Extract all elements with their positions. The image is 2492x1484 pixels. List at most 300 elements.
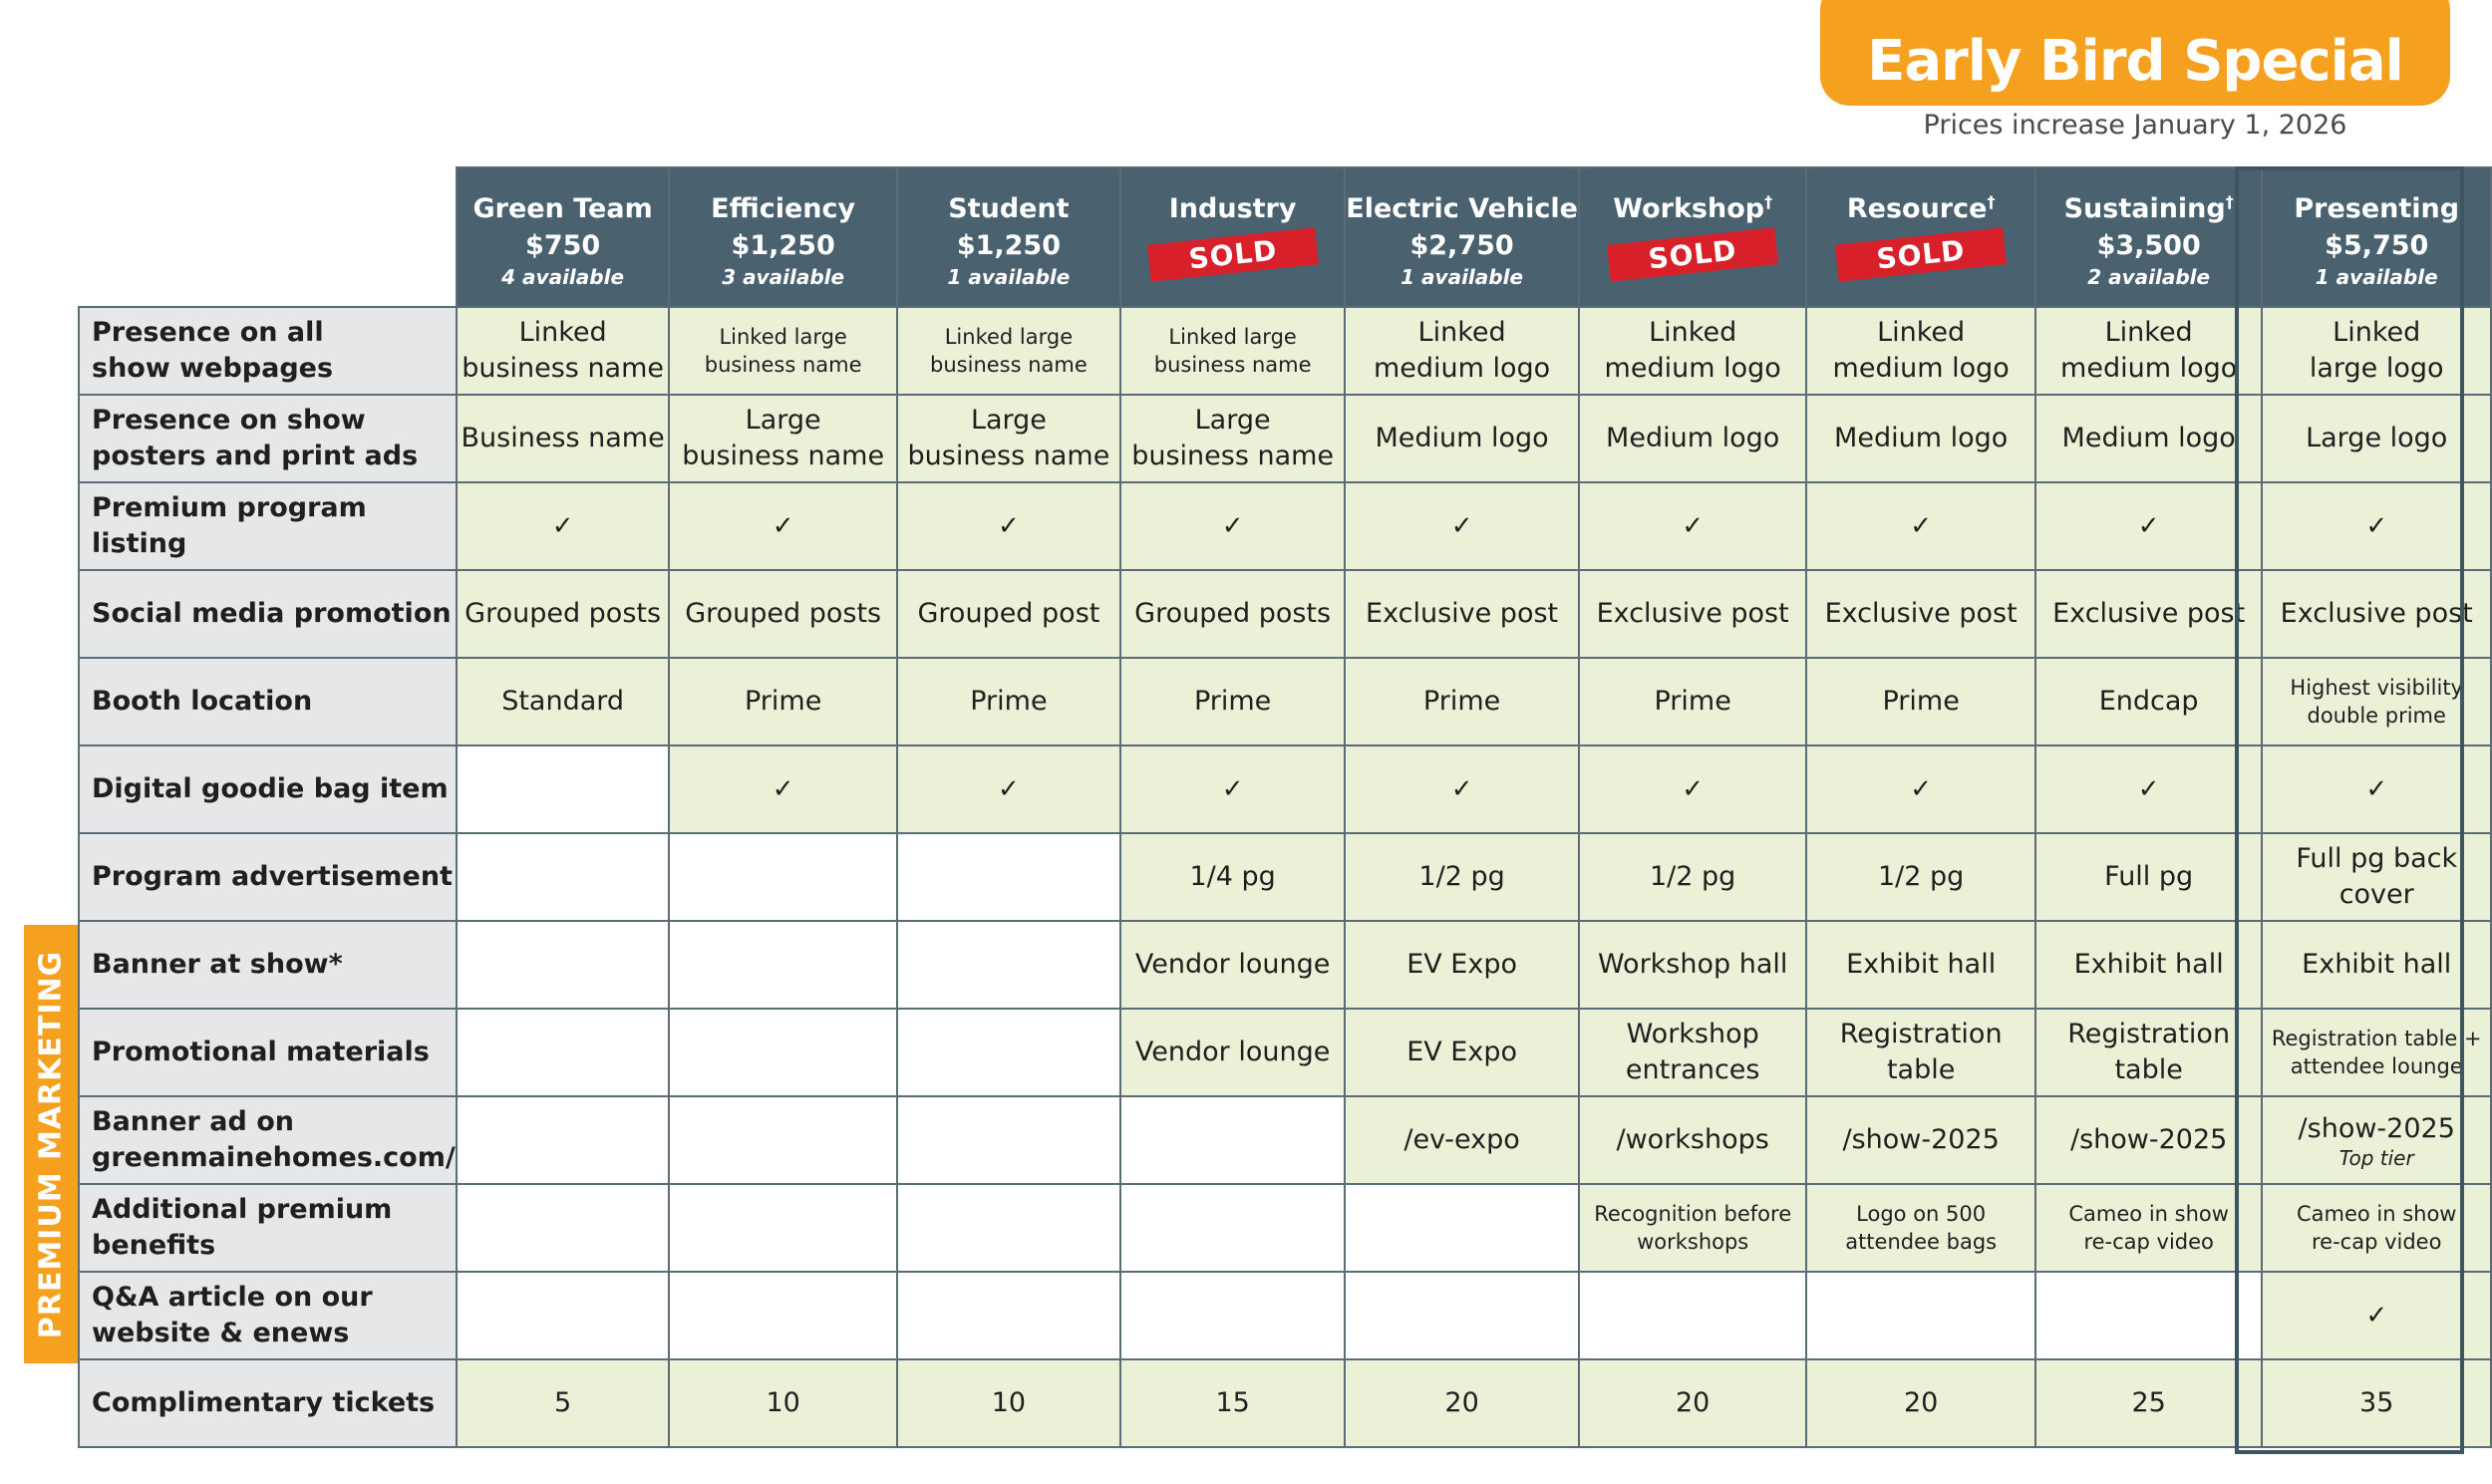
cell-text: Prime [1654,686,1731,717]
benefit-cell [1345,1096,1579,1184]
benefit-cell [457,570,670,658]
cell-text: business name [682,441,885,471]
benefit-cell [457,1009,670,1096]
benefit-cell [1120,1009,1345,1096]
benefit-cell [457,745,670,833]
benefit-cell [2035,1184,2263,1272]
row-label-line: Promotional materials [92,1037,430,1067]
row-label [79,1009,457,1096]
check-icon: ✓ [998,511,1020,541]
benefit-cell [2262,745,2491,833]
tier-price: $1,250 [956,230,1062,261]
benefit-cell [457,1184,670,1272]
tier-name: Sustaining† [2063,192,2234,224]
benefit-cell [669,1184,896,1272]
benefit-cell [669,1359,896,1447]
check-icon: ✓ [1910,774,1933,804]
cell-text: Grouped posts [465,598,662,629]
cell-text: EV Expo [1406,1037,1517,1067]
benefit-cell [2262,658,2491,745]
row-label-line: listing [92,528,187,559]
row-label [79,658,457,745]
cell-text: /show-2025 [1842,1124,2000,1155]
row-label-line: Banner ad on [92,1106,294,1137]
benefit-cell [897,307,1120,395]
benefit-cell [1120,395,1345,482]
cell-text: workshops [1637,1230,1749,1254]
cell-text: Prime [970,686,1048,717]
check-icon: ✓ [772,774,794,804]
table-row [79,1096,2491,1184]
table-row [79,482,2491,570]
benefit-cell [2035,1009,2263,1096]
cell-text: Exhibit hall [1846,949,1997,980]
cell-text: Registration table + [2271,1027,2482,1050]
cell-text: Linked large [1168,325,1297,349]
cell-text: Recognition before [1594,1202,1792,1226]
cell-text: entrances [1625,1054,1760,1085]
row-label-line: Presence on all [92,317,324,348]
benefit-cell [1120,745,1345,833]
benefit-cell [669,1096,896,1184]
benefit-cell [1806,658,2034,745]
cell-text: 20 [1675,1387,1711,1418]
cell-text: Linked [1649,317,1737,348]
sold-stamp: SOLD [1607,227,1778,281]
benefit-cell [1806,1272,2034,1359]
row-label [79,395,457,482]
tier-name: Workshop† [1613,192,1773,224]
row-label-line: Banner at show* [92,949,343,980]
cell-text: Large [745,405,821,436]
benefit-cell [2262,1096,2491,1184]
table-row [79,307,2491,395]
cell-text: Medium logo [1834,423,2009,453]
cell-text: business name [462,353,665,384]
badge-title: Early Bird Special [1867,29,2403,94]
cell-text: 15 [1215,1387,1250,1418]
cell-text: Vendor lounge [1134,949,1331,980]
row-label-line: greenmainehomes.com/ [92,1142,456,1173]
benefit-cell [669,1272,896,1359]
benefit-cell [897,1184,1120,1272]
sold-stamp: SOLD [1147,227,1319,281]
benefit-cell [897,658,1120,745]
cell-text: business name [1153,353,1312,377]
benefit-cell [2035,307,2263,395]
tier-name: Electric Vehicle [1346,193,1578,224]
check-icon: ✓ [2365,1301,2388,1331]
benefit-cell [457,658,670,745]
cell-text: Cameo in show [2296,1202,2457,1226]
cell-text: /show-2025 [2069,1124,2228,1155]
benefit-cell [897,395,1120,482]
benefit-cell [2035,395,2263,482]
benefit-cell [669,307,896,395]
cell-text: medium logo [1373,353,1551,384]
benefit-cell [2035,658,2263,745]
benefit-cell [457,482,670,570]
cell-text: 5 [554,1387,572,1418]
row-label [79,1096,457,1184]
benefit-cell [1120,570,1345,658]
benefit-cell [1345,1359,1579,1447]
row-label-line: Program advertisement [92,861,453,892]
row-label [79,1272,457,1359]
benefit-cell [897,1272,1120,1359]
cell-text: Linked large [719,325,847,349]
benefit-cell [1120,921,1345,1009]
row-label-line: Q&A article on our [92,1282,373,1313]
tier-price: $750 [525,230,601,261]
benefit-cell [1345,921,1579,1009]
tier-name: Industry [1168,193,1297,224]
cell-text: Linked [1417,317,1506,348]
benefit-cell [1120,482,1345,570]
cell-text: Standard [501,686,625,717]
benefit-cell [2262,570,2491,658]
benefit-cell [897,1096,1120,1184]
cell-text: 10 [766,1387,800,1418]
benefit-cell [669,570,896,658]
cell-text: 20 [1444,1387,1479,1418]
cell-text: 10 [991,1387,1027,1418]
row-label-line: Premium program [92,492,367,523]
benefit-cell [1120,1272,1345,1359]
check-icon: ✓ [2365,774,2388,804]
check-icon: ✓ [1450,774,1473,804]
benefit-cell [1579,482,1806,570]
cell-text: cover [2338,879,2414,910]
benefit-cell [457,395,670,482]
cell-text: Prime [1422,686,1501,717]
benefit-cell [1579,1096,1806,1184]
cell-text: table [1886,1054,1956,1085]
tier-header-green-team [457,167,670,307]
benefit-cell [1806,307,2034,395]
benefit-cell [1806,482,2034,570]
cell-text: medium logo [1832,353,2010,384]
cell-text: attendee bags [1845,1230,1998,1254]
check-icon: ✓ [772,511,794,541]
cell-text: Vendor lounge [1134,1037,1331,1067]
benefit-cell [897,833,1120,921]
premium-marketing-label: PREMIUM MARKETING [33,950,69,1338]
cell-text: business name [1131,441,1335,471]
row-label-line: benefits [92,1230,216,1261]
benefit-cell [1345,482,1579,570]
table-row [79,570,2491,658]
benefit-cell [1345,658,1579,745]
benefit-cell [669,395,896,482]
cell-text: Large [970,405,1047,436]
cell-text: 20 [1903,1387,1939,1418]
cell-text: Highest visibility [2290,676,2463,700]
check-icon: ✓ [998,774,1020,804]
cell-text: Linked [1877,317,1966,348]
benefit-cell [457,307,670,395]
early-bird-badge [1820,0,2450,106]
check-icon: ✓ [1221,511,1244,541]
benefit-cell [897,482,1120,570]
benefit-cell [1579,833,1806,921]
benefit-cell [457,1359,670,1447]
table-row [79,833,2491,921]
check-icon: ✓ [1682,511,1705,541]
tier-availability: 3 available [722,265,845,289]
benefit-cell [1579,1009,1806,1096]
benefit-cell [2035,745,2263,833]
cell-text: 1/2 pg [1877,861,1965,892]
cell-text: 25 [2131,1387,2166,1418]
row-label [79,833,457,921]
tier-price: $2,750 [1409,230,1514,261]
table-row [79,1009,2491,1096]
tier-availability: 1 available [2315,265,2438,289]
cell-text: Full pg back [2296,843,2458,874]
cell-text: 35 [2359,1387,2394,1418]
price-increase-note: Prices increase January 1, 2026 [1923,110,2347,141]
tier-header-electric-vehicle [1345,167,1579,307]
cell-text: 1/2 pg [1418,861,1505,892]
benefit-cell [897,1009,1120,1096]
benefit-cell [1345,570,1579,658]
benefit-cell [2262,307,2491,395]
cell-text: Business name [461,423,665,453]
cell-text: Grouped posts [685,598,882,629]
cell-text: Registration [2067,1019,2231,1049]
benefit-cell [897,921,1120,1009]
benefit-cell [1345,1009,1579,1096]
cell-text: Large logo [2306,423,2448,453]
benefit-cell [1345,1272,1579,1359]
cell-text: business name [704,353,862,377]
cell-text: Linked [2333,317,2421,348]
cell-text: Full pg [2104,861,2194,892]
benefit-cell [1806,1009,2034,1096]
benefit-cell [2035,1096,2263,1184]
tier-header-row [79,167,2491,307]
benefit-cell [2262,1184,2491,1272]
table-row [79,1272,2491,1359]
tier-name: Resource† [1846,192,1996,224]
benefit-cell [1806,1096,2034,1184]
benefit-cell [2262,482,2491,570]
tier-name: Student [948,193,1070,224]
cell-text: Prime [1193,686,1272,717]
benefit-cell [1579,395,1806,482]
row-label [79,1359,457,1447]
cell-text: double prime [2307,704,2446,728]
row-label-line: website & enews [92,1318,350,1348]
benefit-cell [1345,833,1579,921]
benefit-cell [2262,1009,2491,1096]
cell-text: Linked large [944,325,1074,349]
benefit-cell [669,833,896,921]
benefit-cell [1345,395,1579,482]
cell-text: Exclusive post [2052,598,2246,629]
cell-text: Prime [1882,686,1960,717]
cell-text: Medium logo [1606,423,1780,453]
benefit-cell [2035,570,2263,658]
benefit-cell [1579,1272,1806,1359]
tier-name: Green Team [472,193,653,224]
tier-availability: 1 available [1401,265,1524,289]
row-label-line: show webpages [92,353,334,384]
benefit-cell [1120,1184,1345,1272]
table-row [79,1359,2491,1447]
row-label-line: Social media promotion [92,598,452,629]
benefit-cell [2035,921,2263,1009]
check-icon: ✓ [2137,774,2160,804]
tier-header-sustaining [2035,167,2263,307]
tier-header-workshop [1579,167,1806,307]
cell-text: EV Expo [1406,949,1517,980]
cell-text: Logo on 500 [1856,1202,1987,1226]
row-label [79,307,457,395]
table-row [79,1184,2491,1272]
check-icon: ✓ [1450,511,1473,541]
tier-availability: 4 available [501,265,625,289]
cell-text: re-cap video [2083,1230,2214,1254]
cell-text: Exclusive post [1824,598,2018,629]
benefit-cell [669,1009,896,1096]
tier-name: Efficiency [711,193,856,224]
benefit-cell [2035,833,2263,921]
row-label-line: posters and print ads [92,441,419,471]
cell-note: Top tier [2338,1146,2414,1170]
row-label-line: Booth location [92,686,313,717]
row-label-line: Digital goodie bag item [92,773,449,804]
cell-text: re-cap video [2311,1230,2442,1254]
cell-text: Cameo in show [2068,1202,2229,1226]
row-label-line: Presence on show [92,405,366,436]
benefit-cell [2262,921,2491,1009]
cell-text: Exhibit hall [2302,949,2452,980]
benefit-cell [1345,1184,1579,1272]
benefit-cell [457,1096,670,1184]
benefit-cell [1579,1359,1806,1447]
cell-text: Medium logo [1375,423,1549,453]
benefit-cell [1579,1184,1806,1272]
benefit-cell [457,1272,670,1359]
benefit-cell [2035,1272,2263,1359]
benefit-cell [2262,1272,2491,1359]
cell-text: Endcap [2098,686,2199,717]
benefit-cell [1120,1096,1345,1184]
benefit-cell [457,921,670,1009]
cell-text: Prime [744,686,822,717]
row-label [79,570,457,658]
sponsorship-table [78,166,2492,1448]
benefit-cell [1579,921,1806,1009]
row-label [79,745,457,833]
benefit-cell [897,570,1120,658]
row-label-line: Complimentary tickets [92,1387,436,1418]
benefit-cell [1806,570,2034,658]
tier-header-industry [1120,167,1345,307]
check-icon: ✓ [1910,511,1933,541]
table-row [79,745,2491,833]
benefit-cell [2262,395,2491,482]
cell-text: Grouped posts [1134,598,1332,629]
benefit-cell [2035,482,2263,570]
tier-header-efficiency [669,167,896,307]
benefit-cell [669,745,896,833]
tier-availability: 2 available [2087,265,2211,289]
benefit-cell [1806,745,2034,833]
row-label [79,482,457,570]
tier-price: $3,500 [2096,230,2201,261]
cell-text: Exclusive post [1366,598,1559,629]
benefit-cell [669,658,896,745]
benefit-cell [457,833,670,921]
cell-text: /workshops [1616,1124,1769,1155]
cell-text: Medium logo [2061,423,2236,453]
check-icon: ✓ [2365,511,2388,541]
cell-text: table [2114,1054,2183,1085]
benefit-cell [1806,1359,2034,1447]
benefit-cell [897,745,1120,833]
benefit-cell [669,482,896,570]
cell-text: Large [1194,405,1271,436]
tier-price: $1,250 [731,230,835,261]
tier-header-student [897,167,1120,307]
benefit-cell [1579,658,1806,745]
benefit-cell [1345,307,1579,395]
tier-name: Presenting [2294,193,2460,224]
cell-text: Exclusive post [2280,598,2473,629]
cell-text: Linked [518,317,607,348]
cell-text: Grouped post [917,598,1100,629]
tier-header-presenting [2262,167,2491,307]
tier-availability: 1 available [947,265,1071,289]
cell-text: /ev-expo [1403,1124,1520,1155]
sold-stamp: SOLD [1835,227,2007,281]
row-label-line: Additional premium [92,1194,393,1225]
table-row [79,395,2491,482]
cell-text: large logo [2309,353,2444,384]
benefits-body [79,307,2491,1447]
benefit-cell [2035,1359,2263,1447]
benefit-cell [2262,1359,2491,1447]
benefit-cell [897,1359,1120,1447]
benefit-cell [1120,833,1345,921]
benefit-cell [1579,570,1806,658]
cell-text: 1/4 pg [1189,861,1276,892]
row-label [79,921,457,1009]
benefit-cell [669,921,896,1009]
benefit-cell [1579,307,1806,395]
benefit-cell [1806,395,2034,482]
benefit-cell [1806,833,2034,921]
benefit-cell [1345,745,1579,833]
cell-text: medium logo [2060,353,2238,384]
row-label [79,1184,457,1272]
check-icon: ✓ [1221,774,1244,804]
cell-text: /show-2025 [2298,1113,2455,1144]
table-row [79,658,2491,745]
cell-text: attendee lounge [2290,1054,2463,1078]
check-icon: ✓ [2137,511,2160,541]
table-row [79,921,2491,1009]
cell-text: Linked [2104,317,2193,348]
cell-text: Registration [1839,1019,2003,1049]
cell-text: Exclusive post [1596,598,1789,629]
cell-text: Workshop [1626,1019,1759,1049]
benefit-cell [2262,833,2491,921]
cell-text: Workshop hall [1597,949,1788,980]
